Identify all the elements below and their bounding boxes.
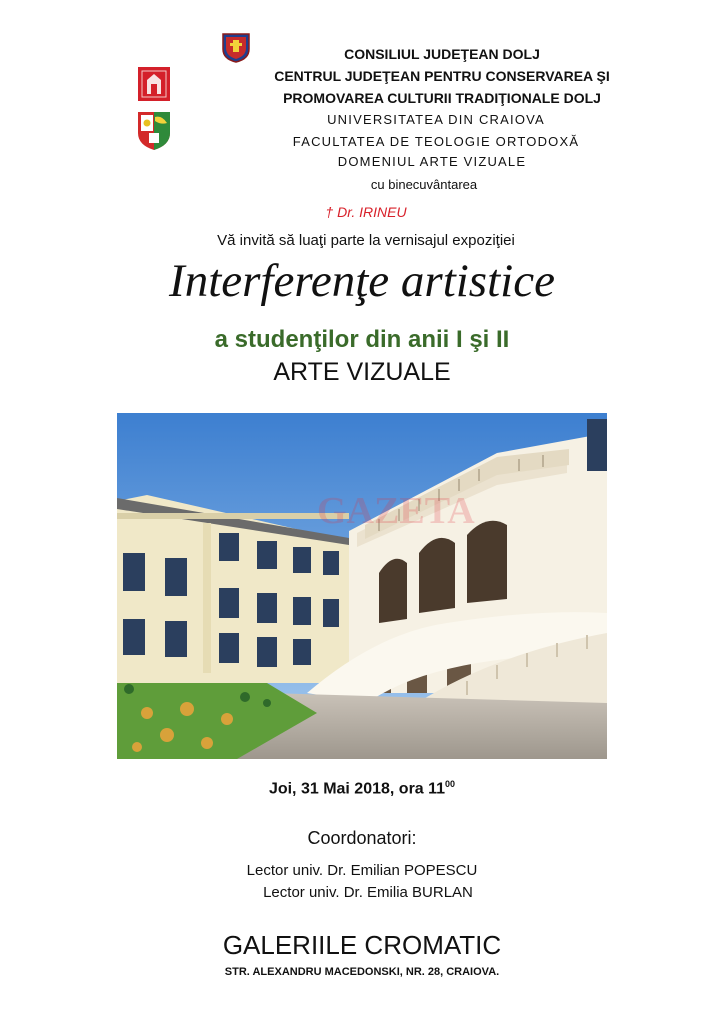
org-line-county-council: CONSILIUL JUDEŢEAN DOLJ: [344, 46, 540, 62]
venue-address: STR. ALEXANDRU MACEDONSKI, NR. 28, CRAIOVA.: [224, 966, 500, 978]
exhibition-title: Interferenţe artistice: [169, 255, 555, 307]
photo-watermark: GAZETA: [317, 490, 475, 532]
org-line-cultural-center-2: PROMOVAREA CULTURII TRADIŢIONALE DOLJ: [283, 90, 601, 106]
coordinators-heading: Coordonatori:: [307, 828, 417, 848]
org-line-university: UNIVERSITATEA DIN CRAIOVA: [327, 112, 545, 127]
event-time-minutes: 00: [445, 779, 456, 789]
coordinator-name: Lector univ. Dr. Emilia BURLAN: [263, 884, 473, 901]
event-date-text: Joi, 31 Mai 2018, ora 11: [268, 780, 446, 798]
invitation-text: Vă invită să luaţi parte la vernisajul expoziţiei: [217, 232, 515, 249]
org-line-domain: DOMENIUL ARTE VIZUALE: [337, 154, 527, 169]
department-name: ARTE VIZUALE: [273, 358, 451, 386]
org-line-faculty: FACULTATEA DE TEOLOGIE ORTODOXĂ: [292, 134, 580, 149]
exhibition-subtitle: a studenţilor din anii I şi II: [214, 326, 510, 353]
faculty-building-photo: [117, 413, 607, 759]
bishop-name: † Dr. IRINEU: [325, 204, 407, 220]
blessing-text: cu binecuvântarea: [370, 177, 478, 192]
event-date: [0, 779, 724, 798]
org-line-cultural-center-1: CENTRUL JUDEŢEAN PENTRU CONSERVAREA ŞI: [274, 68, 610, 84]
venue-name: GALERIILE CROMATIC: [222, 930, 502, 960]
coordinator-name: Lector univ. Dr. Emilian POPESCU: [246, 862, 478, 879]
